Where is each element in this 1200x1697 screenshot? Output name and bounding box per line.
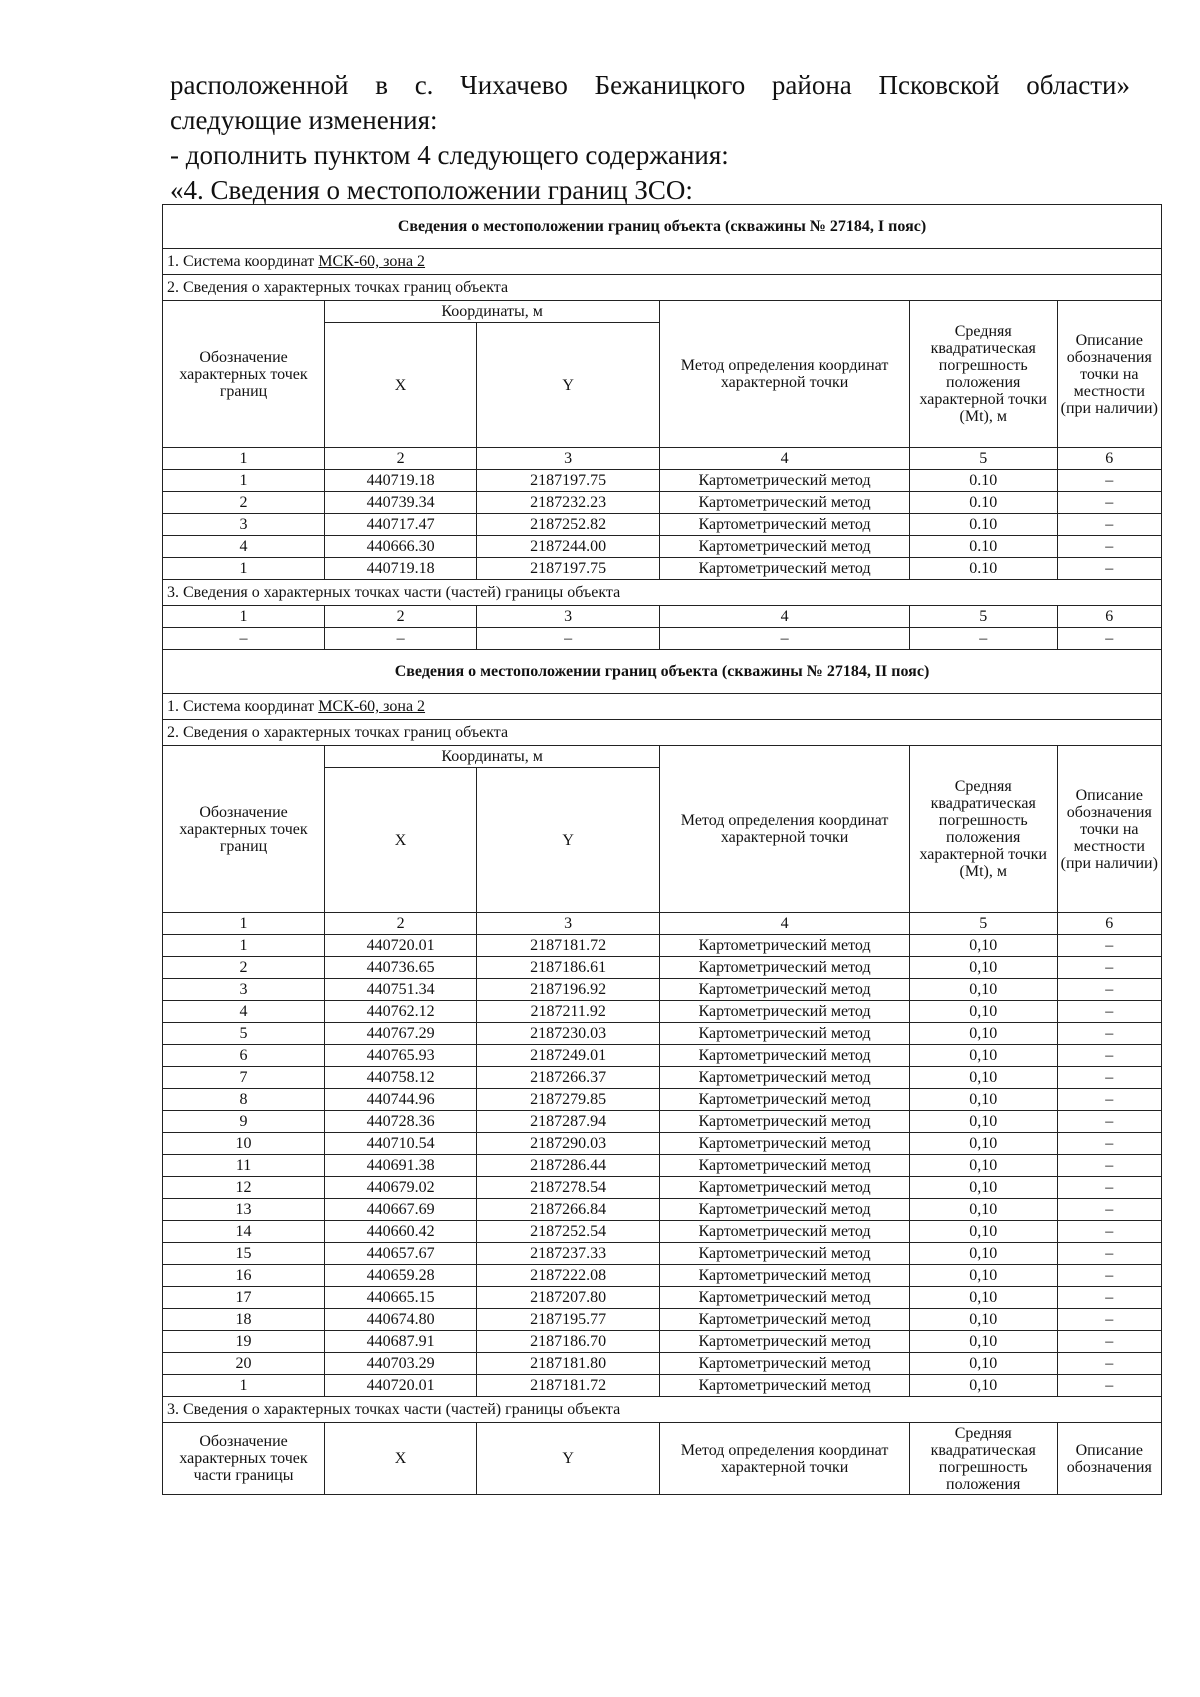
- table-cell: 3: [163, 979, 325, 1001]
- table-cell: Картометрический метод: [660, 1001, 910, 1023]
- table-cell: 440719.18: [325, 470, 477, 492]
- header-desc-short: Описание обозначения: [1057, 1423, 1161, 1495]
- table-cell: 0.10: [909, 558, 1057, 580]
- table-cell: Картометрический метод: [660, 492, 910, 514]
- table-cell: Картометрический метод: [660, 1199, 910, 1221]
- table-cell: 1: [163, 470, 325, 492]
- table-cell: 16: [163, 1265, 325, 1287]
- table-row: [163, 1309, 1162, 1331]
- table-row: [163, 1177, 1162, 1199]
- table-cell: 2187186.61: [477, 957, 660, 979]
- table-cell: Картометрический метод: [660, 1221, 910, 1243]
- header-error-short: Средняя квадратическая погрешность положения: [909, 1423, 1057, 1495]
- table-cell: 440720.01: [325, 935, 477, 957]
- table-cell: Картометрический метод: [660, 1243, 910, 1265]
- table-cell: 2187207.80: [477, 1287, 660, 1309]
- col-num: 1: [163, 448, 325, 470]
- table-cell: 0.10: [909, 536, 1057, 558]
- table-cell: 440739.34: [325, 492, 477, 514]
- table-cell: 440758.12: [325, 1067, 477, 1089]
- table-cell: 0,10: [909, 1177, 1057, 1199]
- table-cell: –: [1057, 558, 1161, 580]
- header-y: Y: [477, 768, 660, 913]
- header-error: Средняя квадратическая погрешность положения характерной точки (Mt), м: [909, 301, 1057, 448]
- table-cell: 6: [163, 1045, 325, 1067]
- table-cell: 0,10: [909, 1199, 1057, 1221]
- table-cell: –: [1057, 1045, 1161, 1067]
- table-cell: 0.10: [909, 470, 1057, 492]
- table-cell: 2187211.92: [477, 1001, 660, 1023]
- col-num: 6: [1057, 913, 1161, 935]
- table-cell: 0,10: [909, 1111, 1057, 1133]
- table-cell: –: [1057, 1287, 1161, 1309]
- table-cell: –: [1057, 1199, 1161, 1221]
- table-row: [163, 514, 1162, 536]
- table-cell: Картометрический метод: [660, 1287, 910, 1309]
- table-cell: 0,10: [909, 1265, 1057, 1287]
- table-cell: –: [1057, 536, 1161, 558]
- table-cell: –: [1057, 1155, 1161, 1177]
- table-cell: –: [1057, 957, 1161, 979]
- header-x: X: [325, 323, 477, 448]
- table-cell: 440660.42: [325, 1221, 477, 1243]
- section1-points-label: 2. Сведения о характерных точках границ объекта: [163, 275, 1162, 301]
- header-numbers-row: [163, 448, 1162, 470]
- table-cell: Картометрический метод: [660, 1045, 910, 1067]
- table-cell: Картометрический метод: [660, 1133, 910, 1155]
- table-cell: 0,10: [909, 1375, 1057, 1397]
- cell: –: [909, 628, 1057, 650]
- header-error: Средняя квадратическая погрешность положения характерной точки (Mt), м: [909, 746, 1057, 913]
- table-cell: 12: [163, 1177, 325, 1199]
- table-cell: 20: [163, 1353, 325, 1375]
- table-row: [163, 558, 1162, 580]
- table-cell: 440657.67: [325, 1243, 477, 1265]
- table-cell: 440710.54: [325, 1133, 477, 1155]
- table-cell: –: [1057, 492, 1161, 514]
- header-method: Метод определения координат характерной точки: [660, 301, 910, 448]
- cell: –: [1057, 628, 1161, 650]
- table-row: [163, 1067, 1162, 1089]
- table-cell: –: [1057, 1089, 1161, 1111]
- table-cell: –: [1057, 514, 1161, 536]
- table-cell: 2187230.03: [477, 1023, 660, 1045]
- parts-row: [163, 628, 1162, 650]
- col-num: 1: [163, 606, 325, 628]
- col-num: 4: [660, 606, 910, 628]
- header-method: Метод определения координат характерной точки: [660, 746, 910, 913]
- table-cell: 440674.80: [325, 1309, 477, 1331]
- table-cell: 2: [163, 957, 325, 979]
- table-cell: 0.10: [909, 514, 1057, 536]
- table-cell: 440719.18: [325, 558, 477, 580]
- table-cell: 2187237.33: [477, 1243, 660, 1265]
- table-row: [163, 1375, 1162, 1397]
- table-cell: 440744.96: [325, 1089, 477, 1111]
- table-cell: 5: [163, 1023, 325, 1045]
- section1-parts-label: 3. Сведения о характерных точках части (частей) границы объекта: [163, 580, 1162, 606]
- coord-system-label: 1. Система координат: [167, 698, 319, 715]
- table-cell: 0,10: [909, 1045, 1057, 1067]
- table-row: [163, 1331, 1162, 1353]
- header-y: Y: [477, 323, 660, 448]
- table-cell: –: [1057, 1221, 1161, 1243]
- header-desc: Описание обозначения точки на местности (при наличии): [1057, 301, 1161, 448]
- table-cell: Картометрический метод: [660, 1089, 910, 1111]
- table-cell: 4: [163, 536, 325, 558]
- table-cell: 1: [163, 935, 325, 957]
- table-cell: 15: [163, 1243, 325, 1265]
- table-cell: 0,10: [909, 1023, 1057, 1045]
- header-designation: Обозначение характерных точек границ: [163, 746, 325, 913]
- table-cell: 440765.93: [325, 1045, 477, 1067]
- zone-table-body: [163, 205, 1162, 1495]
- zone-tables: [162, 204, 1162, 1495]
- table-cell: 2187232.23: [477, 492, 660, 514]
- table-cell: 2187279.85: [477, 1089, 660, 1111]
- table-cell: 2: [163, 492, 325, 514]
- parts-header-numbers-row: [163, 606, 1162, 628]
- table-row: [163, 935, 1162, 957]
- table-cell: 0,10: [909, 1353, 1057, 1375]
- table-cell: 2187252.82: [477, 514, 660, 536]
- table-cell: –: [1057, 979, 1161, 1001]
- cell: –: [163, 628, 325, 650]
- table-cell: 0,10: [909, 1287, 1057, 1309]
- table-cell: 0,10: [909, 1133, 1057, 1155]
- table-cell: 0,10: [909, 1243, 1057, 1265]
- table-row: [163, 1023, 1162, 1045]
- header-x: X: [325, 768, 477, 913]
- table-cell: 9: [163, 1111, 325, 1133]
- table-cell: 440717.47: [325, 514, 477, 536]
- table-cell: 2187290.03: [477, 1133, 660, 1155]
- table-cell: 2187266.84: [477, 1199, 660, 1221]
- table-row: [163, 492, 1162, 514]
- table-cell: 2187181.80: [477, 1353, 660, 1375]
- table-cell: 2187181.72: [477, 1375, 660, 1397]
- table-cell: 2187249.01: [477, 1045, 660, 1067]
- intro-line-4: «4. Сведения о местоположении границ ЗСО:: [170, 175, 693, 205]
- table-row: [163, 1221, 1162, 1243]
- header-designation: Обозначение характерных точек границ: [163, 301, 325, 448]
- table-cell: Картометрический метод: [660, 957, 910, 979]
- table-cell: 19: [163, 1331, 325, 1353]
- table-row: [163, 1353, 1162, 1375]
- table-cell: 440703.29: [325, 1353, 477, 1375]
- table-cell: 2187197.75: [477, 558, 660, 580]
- table-row: [163, 957, 1162, 979]
- table-cell: 0.10: [909, 492, 1057, 514]
- table-cell: Картометрический метод: [660, 1309, 910, 1331]
- table-cell: 1: [163, 558, 325, 580]
- table-cell: 0,10: [909, 1001, 1057, 1023]
- table-cell: 0,10: [909, 1089, 1057, 1111]
- intro-line-3: - дополнить пунктом 4 следующего содержания:: [170, 140, 729, 170]
- table-cell: 2187266.37: [477, 1067, 660, 1089]
- table-cell: Картометрический метод: [660, 1023, 910, 1045]
- table-row: [163, 1111, 1162, 1133]
- col-num: 2: [325, 913, 477, 935]
- section2-coord-system: [163, 694, 1162, 720]
- section1-title: Сведения о местоположении границ объекта (скважины № 27184, I пояс): [163, 205, 1162, 249]
- section2-points-label: 2. Сведения о характерных точках границ объекта: [163, 720, 1162, 746]
- col-num: 4: [660, 448, 910, 470]
- table-row: [163, 536, 1162, 558]
- table-cell: Картометрический метод: [660, 1177, 910, 1199]
- table-cell: 1: [163, 1375, 325, 1397]
- col-num: 3: [477, 448, 660, 470]
- col-num: 4: [660, 913, 910, 935]
- table-cell: 440679.02: [325, 1177, 477, 1199]
- table-cell: 440687.91: [325, 1331, 477, 1353]
- table-cell: –: [1057, 1309, 1161, 1331]
- coord-system-label: 1. Система координат: [167, 253, 319, 270]
- table-cell: 440762.12: [325, 1001, 477, 1023]
- table-cell: Картометрический метод: [660, 536, 910, 558]
- col-num: 5: [909, 448, 1057, 470]
- table-cell: Картометрический метод: [660, 1375, 910, 1397]
- header-y: Y: [477, 1423, 660, 1495]
- col-num: 1: [163, 913, 325, 935]
- table-row: [163, 1243, 1162, 1265]
- header-numbers-row: [163, 913, 1162, 935]
- table-cell: 8: [163, 1089, 325, 1111]
- table-cell: 2187222.08: [477, 1265, 660, 1287]
- table-cell: 440667.69: [325, 1199, 477, 1221]
- table-cell: 2187196.92: [477, 979, 660, 1001]
- table-cell: 440666.30: [325, 536, 477, 558]
- table-cell: 0,10: [909, 979, 1057, 1001]
- intro-line-2: следующие изменения:: [170, 105, 438, 135]
- table-cell: 0,10: [909, 957, 1057, 979]
- table-cell: 17: [163, 1287, 325, 1309]
- table-cell: 13: [163, 1199, 325, 1221]
- table-cell: 440720.01: [325, 1375, 477, 1397]
- cell: –: [660, 628, 910, 650]
- zone-table: [162, 204, 1162, 1495]
- table-cell: 2187186.70: [477, 1331, 660, 1353]
- table-cell: Картометрический метод: [660, 1111, 910, 1133]
- table-cell: 2187287.94: [477, 1111, 660, 1133]
- table-cell: 0,10: [909, 1155, 1057, 1177]
- header-desc: Описание обозначения точки на местности (при наличии): [1057, 746, 1161, 913]
- col-num: 2: [325, 606, 477, 628]
- table-cell: Картометрический метод: [660, 470, 910, 492]
- table-row: [163, 1045, 1162, 1067]
- coord-system-value: МСК-60, зона 2: [318, 698, 426, 715]
- table-row: [163, 1155, 1162, 1177]
- table-cell: 18: [163, 1309, 325, 1331]
- table-cell: 2187195.77: [477, 1309, 660, 1331]
- table-row: [163, 979, 1162, 1001]
- table-cell: –: [1057, 1375, 1161, 1397]
- table-cell: –: [1057, 470, 1161, 492]
- table-cell: 440665.15: [325, 1287, 477, 1309]
- parts-header-row: [163, 1423, 1162, 1495]
- table-cell: 440659.28: [325, 1265, 477, 1287]
- table-cell: –: [1057, 1353, 1161, 1375]
- col-num: 6: [1057, 606, 1161, 628]
- table-cell: –: [1057, 1133, 1161, 1155]
- table-cell: 3: [163, 514, 325, 536]
- table-cell: 0,10: [909, 935, 1057, 957]
- table-row: [163, 1001, 1162, 1023]
- col-num: 6: [1057, 448, 1161, 470]
- table-cell: 0,10: [909, 1309, 1057, 1331]
- table-cell: –: [1057, 1331, 1161, 1353]
- table-cell: 0,10: [909, 1331, 1057, 1353]
- table-cell: 2187197.75: [477, 470, 660, 492]
- table-cell: Картометрический метод: [660, 1155, 910, 1177]
- table-cell: –: [1057, 1243, 1161, 1265]
- col-num: 5: [909, 913, 1057, 935]
- table-cell: 4: [163, 1001, 325, 1023]
- section1-coord-system: [163, 249, 1162, 275]
- table-cell: 2187181.72: [477, 935, 660, 957]
- table-cell: Картометрический метод: [660, 1353, 910, 1375]
- table-cell: 440736.65: [325, 957, 477, 979]
- col-num: 3: [477, 913, 660, 935]
- table-row: [163, 1287, 1162, 1309]
- table-row: [163, 1199, 1162, 1221]
- table-cell: –: [1057, 1023, 1161, 1045]
- table-cell: –: [1057, 935, 1161, 957]
- table-cell: 440751.34: [325, 979, 477, 1001]
- table-cell: Картометрический метод: [660, 979, 910, 1001]
- table-row: [163, 470, 1162, 492]
- table-row: [163, 1089, 1162, 1111]
- table-cell: Картометрический метод: [660, 558, 910, 580]
- header-coords: Координаты, м: [325, 301, 660, 323]
- table-cell: 2187252.54: [477, 1221, 660, 1243]
- table-cell: –: [1057, 1265, 1161, 1287]
- table-cell: 0,10: [909, 1067, 1057, 1089]
- table-cell: 10: [163, 1133, 325, 1155]
- section2-parts-label: 3. Сведения о характерных точках части (частей) границы объекта: [163, 1397, 1162, 1423]
- table-cell: –: [1057, 1111, 1161, 1133]
- table-cell: Картометрический метод: [660, 935, 910, 957]
- table-cell: 2187286.44: [477, 1155, 660, 1177]
- intro-line-1: расположенной в с. Чихачево Бежаницкого района Псковской области»: [170, 70, 1130, 100]
- cell: –: [325, 628, 477, 650]
- table-cell: 0,10: [909, 1221, 1057, 1243]
- cell: –: [477, 628, 660, 650]
- table-cell: 14: [163, 1221, 325, 1243]
- table-cell: Картометрический метод: [660, 1067, 910, 1089]
- intro-text: [170, 68, 1130, 208]
- table-cell: 440767.29: [325, 1023, 477, 1045]
- header-coords: Координаты, м: [325, 746, 660, 768]
- table-row: [163, 1265, 1162, 1287]
- table-cell: 2187244.00: [477, 536, 660, 558]
- table-row: [163, 1133, 1162, 1155]
- table-cell: 7: [163, 1067, 325, 1089]
- col-num: 5: [909, 606, 1057, 628]
- section2-title: Сведения о местоположении границ объекта (скважины № 27184, II пояс): [163, 650, 1162, 694]
- header-designation-part: Обозначение характерных точек части границы: [163, 1423, 325, 1495]
- table-cell: Картометрический метод: [660, 1331, 910, 1353]
- table-cell: –: [1057, 1177, 1161, 1199]
- coord-system-value: МСК-60, зона 2: [318, 253, 426, 270]
- table-cell: 11: [163, 1155, 325, 1177]
- table-cell: Картометрический метод: [660, 514, 910, 536]
- table-cell: Картометрический метод: [660, 1265, 910, 1287]
- table-cell: –: [1057, 1001, 1161, 1023]
- table-cell: –: [1057, 1067, 1161, 1089]
- col-num: 2: [325, 448, 477, 470]
- header-x: X: [325, 1423, 477, 1495]
- header-method: Метод определения координат характерной точки: [660, 1423, 910, 1495]
- table-cell: 2187278.54: [477, 1177, 660, 1199]
- col-num: 3: [477, 606, 660, 628]
- table-cell: 440691.38: [325, 1155, 477, 1177]
- table-cell: 440728.36: [325, 1111, 477, 1133]
